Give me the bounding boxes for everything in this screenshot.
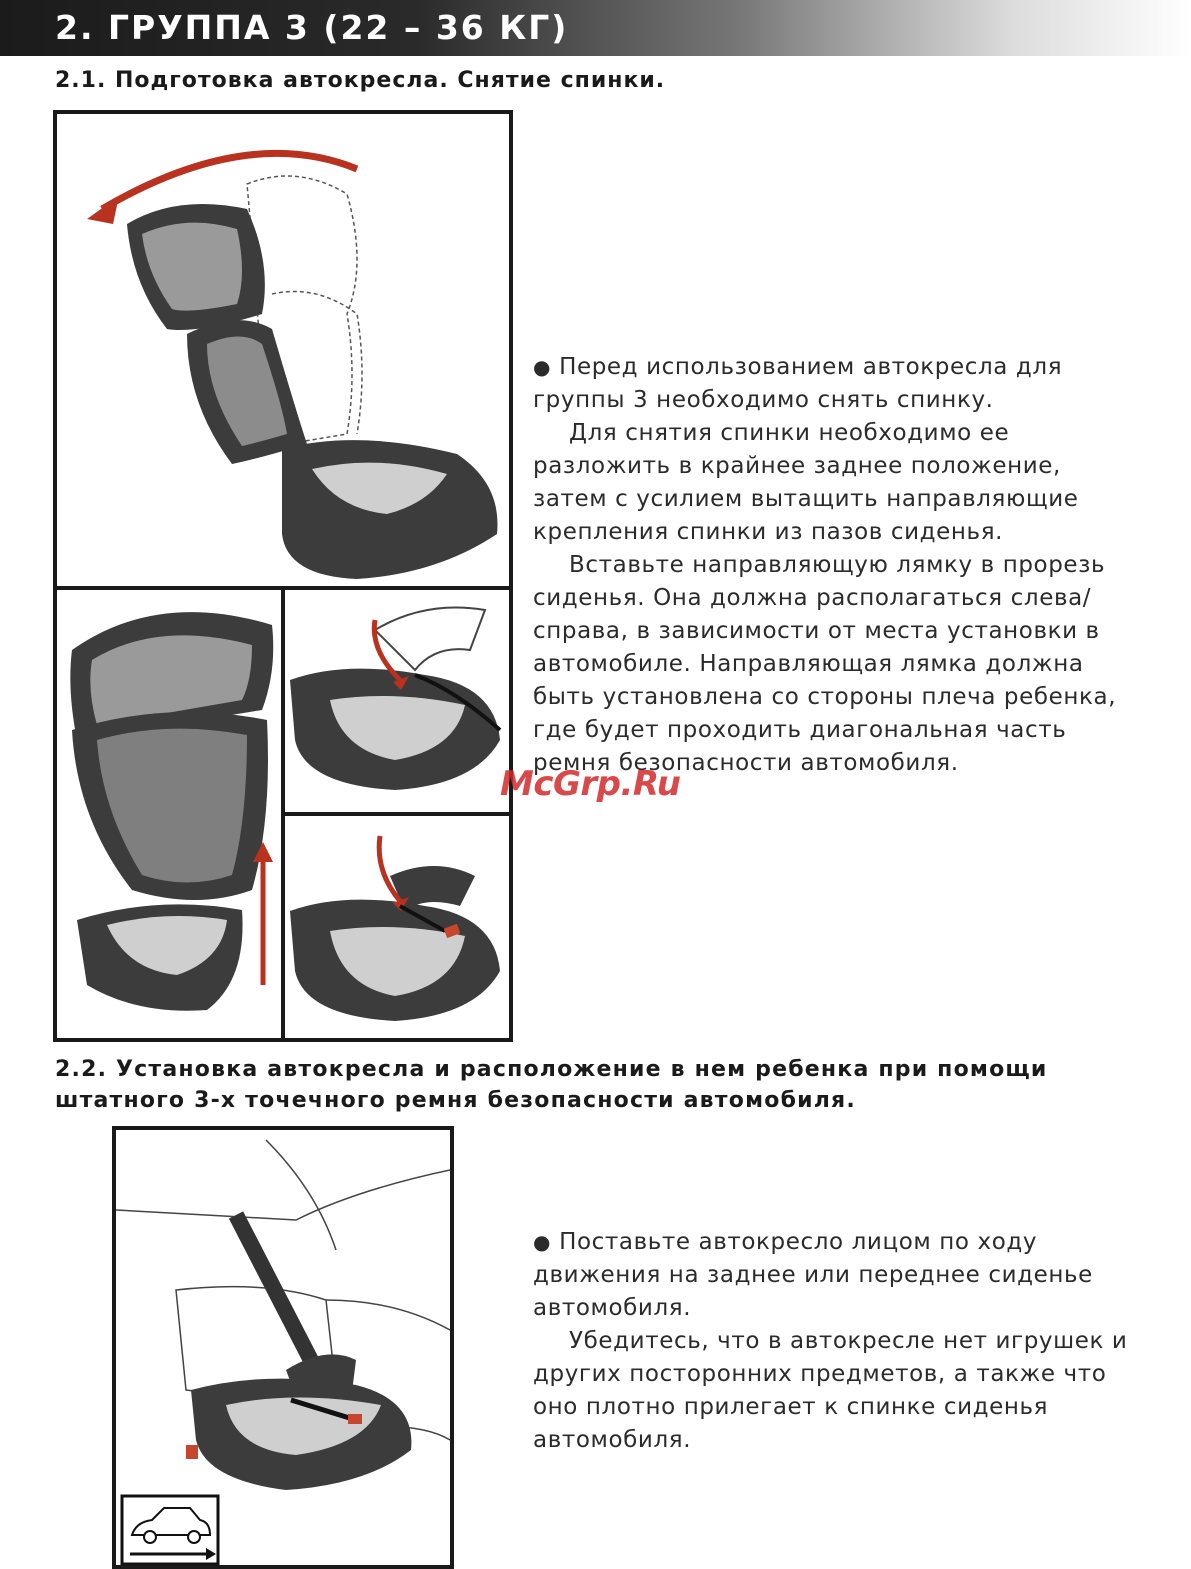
section-title-line: штатного 3-х точечного ремня безопасности автомобиля. [55,1088,856,1113]
paragraph: Вставьте направляющую лямку в прорезь сиденья. Она должна располагаться слева/справа, в зависимости от места установки в автомобиле. Направляющая лямка должна быть установлена со стороны плеча ребенка, где будет проходить диагональная часть ремня безопасности автомобиля. [533,552,1117,776]
paragraph: Убедитесь, что в автокресле нет игрушек и других посторонних предметов, а также что оно плотно прилегает к спинке сиденья автомобиля. [533,1328,1128,1453]
header-bar [0,0,1191,56]
bullet-icon: ● [533,1230,552,1254]
figure-backrest-detached [53,586,285,1042]
seat-with-backrest-illustration [57,114,509,586]
watermark: McGrp.Ru [500,764,681,804]
strap-fixed-illustration [285,816,509,1038]
section-2-2-text [533,1226,1143,1457]
figure-strap-insertion [281,586,513,816]
detached-backrest-illustration [57,590,281,1038]
figure-car-installation [112,1126,454,1569]
section-2-1-text [533,351,1143,780]
page-title: 2. ГРУППА 3 (22 – 36 КГ) [55,8,569,47]
section-title-2-1: 2.1. Подготовка автокресла. Снятие спинки. [55,68,666,93]
paragraph: Для снятия спинки необходимо ее разложить в крайнее заднее положение, затем с усилием вытащить направляющие крепления спинки из пазов сиденья. [533,420,1079,545]
paragraph: Поставьте автокресло лицом по ходу движения на заднее или переднее сиденье автомобиля. [533,1229,1093,1321]
figure-strap-fixed [281,812,513,1042]
car-seat-installation-illustration [116,1130,450,1569]
bullet-icon: ● [533,355,552,379]
paragraph: Перед использованием автокресла для группы 3 необходимо снять спинку. [533,354,1063,413]
strap-insertion-illustration [285,590,509,812]
section-title-2-2 [55,1054,1048,1116]
figure-backrest-removal [53,110,513,590]
section-title-line: 2.2. Установка автокресла и расположение в нем ребенка при помощи [55,1057,1048,1082]
